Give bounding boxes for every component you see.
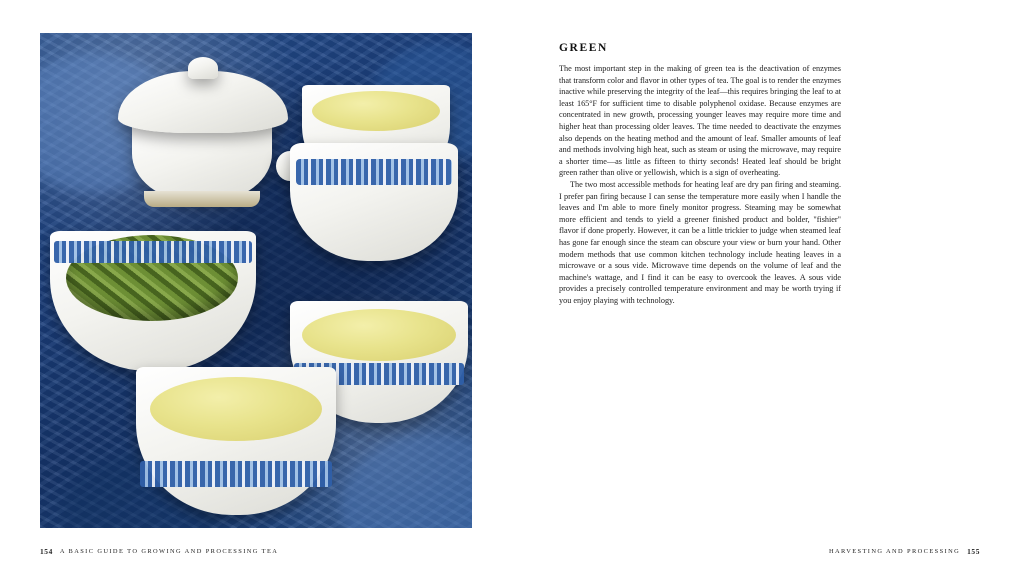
folio-number-right: 155 [967, 547, 980, 556]
leaf-bowl-blue-band [54, 241, 252, 263]
tea-liquor-top [312, 91, 440, 131]
cloth-pattern-blotch [340, 433, 472, 528]
body-text-column [559, 42, 841, 306]
pitcher-blue-band [296, 159, 452, 185]
section-heading: GREEN [559, 42, 608, 54]
tea-liquor-right [302, 309, 456, 361]
tea-liquor-front [150, 377, 322, 441]
indigo-cloth-background [40, 33, 472, 528]
gaiwan-lid-knob [188, 57, 218, 79]
folio-number-left: 154 [40, 547, 53, 556]
gaiwan-foot [144, 191, 260, 207]
body-paragraph-1: The most important step in the making of green tea is the deactivation of enzymes that transform color and flavor in other types of tea. The goal is to render the enzymes inactive while preserving the integrity of the leaf—this requires bringing the leaf to at least 165°F for sufficient time to disable polyphenol oxidase. Because enzymes are concentrated in new growth, processing younger leaves may require more time and higher heat than processing older leaves. The time needed to deactivate the enzymes also depends on the heating method and the amount of leaf. Smaller amounts of leaf and methods involving high heat, such as steam or using the microwave, may require a shorter time—as little as fifteen to thirty seconds! Heated leaf should be bright green rather than olive or yellowish, which is a sign of overheating. [559, 64, 841, 178]
running-head-right: HARVESTING AND PROCESSING [829, 548, 961, 555]
left-page-footer [40, 547, 278, 556]
running-head-left: A BASIC GUIDE TO GROWING AND PROCESSING TEA [59, 548, 279, 555]
right-page-footer [829, 547, 980, 556]
tea-cup-front-blue-band [140, 461, 332, 487]
body-paragraph-2: The two most accessible methods for heating leaf are dry pan firing and steaming. I prefer pan firing because I can sense the temperature more easily when I handle the leaves and I'm able to more finely monitor progress. Steaming may be somewhat more efficient and tends to yield a greener finished product and bolder, "fishier" flavor if done properly. However, it can be a little trickier to judge when steamed leaf has gone far enough since the steam can obscure your view or burn your hand. Other modern methods that use common kitchen technology include heating leaves in a microwave or a sous vide. Microwave time depends on the volume of leaf and the machine's wattage, and I find it can be easy to overcook the leaves. A sous vide provides a precisely controlled temperature environment and may be worth trying if you enjoy playing with technology. [559, 179, 841, 305]
right-page [510, 0, 1020, 574]
tea-set-photo [40, 33, 472, 528]
